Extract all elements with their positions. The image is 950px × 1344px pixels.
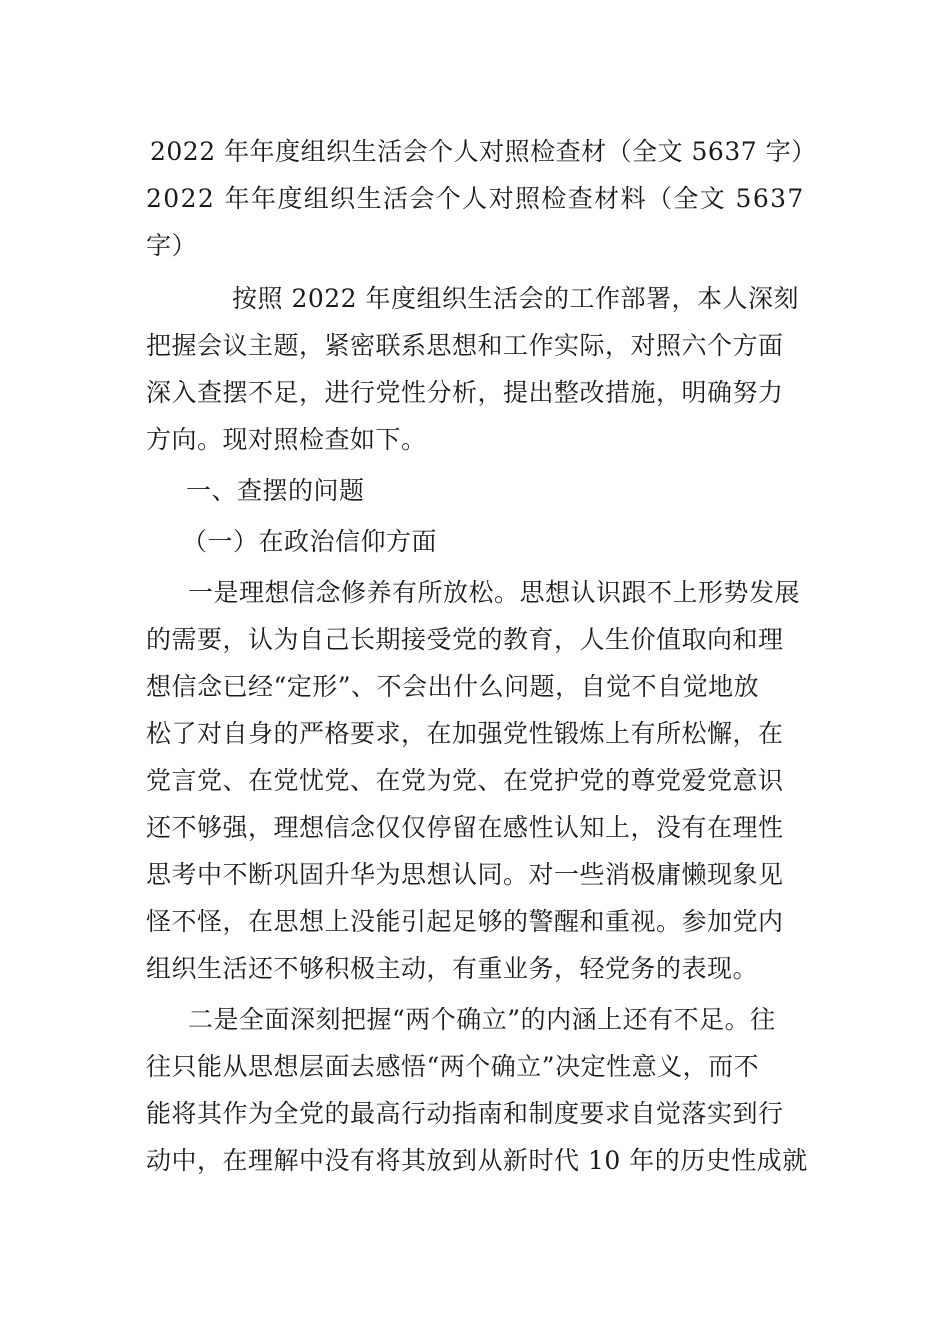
paragraph-line: 二是全面深刻把握“两个确立”的内涵上还有不足。往 (188, 1005, 776, 1034)
body-paragraph-2 (146, 996, 806, 1184)
paragraph-line: 往只能从思想层面去感悟“两个确立”决定性意义，而不 (146, 1052, 760, 1081)
paragraph-line: 动中，在理解中没有将其放到从新时代 10 年的历史性成就 (146, 1146, 808, 1175)
paragraph-line: 的需要，认为自己长期接受党的教育，人生价值取向和理 (146, 625, 784, 654)
section-heading: 一、查摆的问题 (186, 476, 365, 505)
document-body (146, 128, 817, 1184)
document-title-line-1: 2022 年年度组织生活会个人对照检查材（全文 5637 字） (150, 137, 817, 166)
paragraph-line: 能将其作为全党的最高行动指南和制度要求自觉落实到行 (146, 1099, 784, 1128)
paragraph-line: 方向。现对照检查如下。 (146, 425, 427, 454)
paragraph-line: 还不够强，理想信念仅仅停留在感性认知上，没有在理性 (146, 813, 784, 842)
paragraph-line: 怪不怪，在思想上没能引起足够的警醒和重视。参加党内 (146, 907, 784, 936)
paragraph-line: 把握会议主题，紧密联系思想和工作实际，对照六个方面 (146, 331, 784, 360)
paragraph-line: 思考中不断巩固升华为思想认同。对一些消极庸懒现象见 (146, 860, 784, 889)
paragraph-line: 按照 2022 年度组织生活会的工作部署，本人深刻 (232, 284, 800, 313)
paragraph-line: 松了对自身的严格要求，在加强党性锻炼上有所松懈，在 (146, 719, 784, 748)
paragraph-line: 组织生活还不够积极主动，有重业务，轻党务的表现。 (146, 954, 759, 983)
body-paragraph-1 (146, 569, 806, 992)
paragraph-line: 想信念已经“定形”、不会出什么问题，自觉不自觉地放 (146, 672, 760, 701)
intro-paragraph (146, 275, 806, 463)
subsection-heading: （一）在政治信仰方面 (182, 527, 438, 556)
document-title-line-2: 2022 年年度组织生活会个人对照检查材料（全文 5637 (146, 184, 805, 213)
document-title-line-3: 字） (146, 231, 198, 260)
paragraph-line: 深入查摆不足，进行党性分析，提出整改措施，明确努力 (146, 378, 784, 407)
paragraph-line: 一是理想信念修养有所放松。思想认识跟不上形势发展 (188, 578, 801, 607)
paragraph-line: 党言党、在党忧党、在党为党、在党护党的尊党爱党意识 (146, 766, 784, 795)
